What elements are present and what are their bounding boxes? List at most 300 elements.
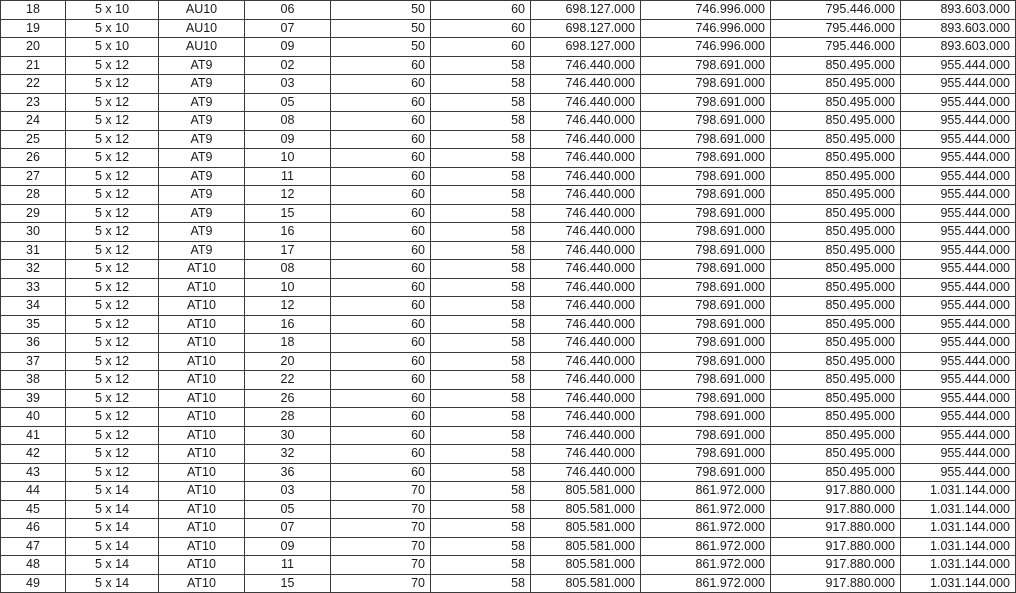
block-cell: AT9 [159, 186, 245, 205]
block-cell: AT10 [159, 334, 245, 353]
price-2-cell: 861.972.000 [641, 537, 771, 556]
price-2-cell: 798.691.000 [641, 352, 771, 371]
unit-cell: 32 [245, 445, 331, 464]
width-cell: 60 [431, 38, 531, 57]
price-4-cell: 955.444.000 [901, 297, 1016, 316]
price-3-cell: 850.495.000 [771, 278, 901, 297]
unit-cell: 17 [245, 241, 331, 260]
price-4-cell: 955.444.000 [901, 389, 1016, 408]
block-cell: AU10 [159, 1, 245, 20]
width-cell: 58 [431, 223, 531, 242]
row-number-cell: 39 [1, 389, 66, 408]
price-3-cell: 850.495.000 [771, 408, 901, 427]
row-number-cell: 26 [1, 149, 66, 168]
unit-cell: 16 [245, 315, 331, 334]
price-4-cell: 1.031.144.000 [901, 482, 1016, 501]
price-2-cell: 798.691.000 [641, 223, 771, 242]
price-4-cell: 1.031.144.000 [901, 537, 1016, 556]
length-cell: 60 [331, 186, 431, 205]
size-cell: 5 x 12 [66, 241, 159, 260]
price-4-cell: 955.444.000 [901, 112, 1016, 131]
price-1-cell: 746.440.000 [531, 56, 641, 75]
width-cell: 58 [431, 315, 531, 334]
price-1-cell: 746.440.000 [531, 260, 641, 279]
length-cell: 70 [331, 519, 431, 538]
block-cell: AT10 [159, 574, 245, 593]
size-cell: 5 x 12 [66, 130, 159, 149]
table-row [1, 426, 1016, 445]
price-2-cell: 798.691.000 [641, 149, 771, 168]
block-cell: AT10 [159, 371, 245, 390]
price-2-cell: 798.691.000 [641, 241, 771, 260]
price-2-cell: 746.996.000 [641, 19, 771, 38]
unit-cell: 22 [245, 371, 331, 390]
row-number-cell: 43 [1, 463, 66, 482]
width-cell: 58 [431, 167, 531, 186]
table-row [1, 130, 1016, 149]
price-4-cell: 893.603.000 [901, 19, 1016, 38]
size-cell: 5 x 12 [66, 352, 159, 371]
size-cell: 5 x 12 [66, 315, 159, 334]
row-number-cell: 49 [1, 574, 66, 593]
row-number-cell: 37 [1, 352, 66, 371]
price-3-cell: 795.446.000 [771, 19, 901, 38]
row-number-cell: 38 [1, 371, 66, 390]
table-row [1, 167, 1016, 186]
price-4-cell: 893.603.000 [901, 38, 1016, 57]
length-cell: 60 [331, 93, 431, 112]
price-2-cell: 798.691.000 [641, 56, 771, 75]
width-cell: 58 [431, 445, 531, 464]
price-2-cell: 798.691.000 [641, 389, 771, 408]
unit-cell: 20 [245, 352, 331, 371]
length-cell: 60 [331, 315, 431, 334]
price-3-cell: 850.495.000 [771, 223, 901, 242]
row-number-cell: 18 [1, 1, 66, 20]
size-cell: 5 x 12 [66, 93, 159, 112]
table-row [1, 241, 1016, 260]
price-2-cell: 798.691.000 [641, 112, 771, 131]
block-cell: AT10 [159, 445, 245, 464]
size-cell: 5 x 12 [66, 408, 159, 427]
block-cell: AT9 [159, 241, 245, 260]
table-row [1, 75, 1016, 94]
row-number-cell: 28 [1, 186, 66, 205]
row-number-cell: 20 [1, 38, 66, 57]
price-4-cell: 955.444.000 [901, 167, 1016, 186]
width-cell: 60 [431, 1, 531, 20]
price-2-cell: 798.691.000 [641, 204, 771, 223]
block-cell: AT10 [159, 537, 245, 556]
price-1-cell: 805.581.000 [531, 556, 641, 575]
size-cell: 5 x 12 [66, 426, 159, 445]
width-cell: 58 [431, 537, 531, 556]
table-row [1, 352, 1016, 371]
table-row [1, 38, 1016, 57]
table-row [1, 389, 1016, 408]
price-1-cell: 746.440.000 [531, 352, 641, 371]
width-cell: 60 [431, 19, 531, 38]
price-2-cell: 798.691.000 [641, 75, 771, 94]
size-cell: 5 x 12 [66, 389, 159, 408]
length-cell: 60 [331, 445, 431, 464]
length-cell: 50 [331, 38, 431, 57]
width-cell: 58 [431, 75, 531, 94]
size-cell: 5 x 12 [66, 278, 159, 297]
price-4-cell: 955.444.000 [901, 463, 1016, 482]
length-cell: 60 [331, 297, 431, 316]
size-cell: 5 x 12 [66, 334, 159, 353]
table-row [1, 408, 1016, 427]
price-1-cell: 746.440.000 [531, 93, 641, 112]
table-row [1, 463, 1016, 482]
length-cell: 60 [331, 112, 431, 131]
unit-cell: 15 [245, 574, 331, 593]
price-3-cell: 850.495.000 [771, 297, 901, 316]
block-cell: AT10 [159, 426, 245, 445]
block-cell: AT9 [159, 75, 245, 94]
price-2-cell: 798.691.000 [641, 130, 771, 149]
unit-cell: 15 [245, 204, 331, 223]
length-cell: 70 [331, 537, 431, 556]
table-row [1, 56, 1016, 75]
width-cell: 58 [431, 463, 531, 482]
price-1-cell: 805.581.000 [531, 519, 641, 538]
price-4-cell: 955.444.000 [901, 408, 1016, 427]
row-number-cell: 33 [1, 278, 66, 297]
price-1-cell: 746.440.000 [531, 389, 641, 408]
length-cell: 60 [331, 149, 431, 168]
price-4-cell: 1.031.144.000 [901, 574, 1016, 593]
table-row [1, 537, 1016, 556]
table-row [1, 297, 1016, 316]
unit-cell: 02 [245, 56, 331, 75]
width-cell: 58 [431, 93, 531, 112]
price-3-cell: 850.495.000 [771, 445, 901, 464]
block-cell: AT10 [159, 408, 245, 427]
price-2-cell: 798.691.000 [641, 463, 771, 482]
width-cell: 58 [431, 334, 531, 353]
size-cell: 5 x 12 [66, 223, 159, 242]
length-cell: 60 [331, 75, 431, 94]
price-1-cell: 746.440.000 [531, 204, 641, 223]
price-4-cell: 955.444.000 [901, 241, 1016, 260]
block-cell: AU10 [159, 19, 245, 38]
table-row [1, 223, 1016, 242]
block-cell: AT10 [159, 463, 245, 482]
table-row [1, 482, 1016, 501]
price-3-cell: 850.495.000 [771, 371, 901, 390]
row-number-cell: 29 [1, 204, 66, 223]
width-cell: 58 [431, 482, 531, 501]
unit-cell: 07 [245, 19, 331, 38]
price-4-cell: 955.444.000 [901, 352, 1016, 371]
size-cell: 5 x 14 [66, 482, 159, 501]
block-cell: AT9 [159, 93, 245, 112]
block-cell: AT10 [159, 352, 245, 371]
price-3-cell: 850.495.000 [771, 426, 901, 445]
unit-cell: 08 [245, 112, 331, 131]
block-cell: AT10 [159, 556, 245, 575]
length-cell: 50 [331, 19, 431, 38]
length-cell: 60 [331, 389, 431, 408]
length-cell: 60 [331, 204, 431, 223]
price-3-cell: 850.495.000 [771, 186, 901, 205]
price-2-cell: 798.691.000 [641, 297, 771, 316]
price-3-cell: 850.495.000 [771, 389, 901, 408]
table-row [1, 19, 1016, 38]
row-number-cell: 35 [1, 315, 66, 334]
price-3-cell: 917.880.000 [771, 537, 901, 556]
table-row [1, 149, 1016, 168]
row-number-cell: 44 [1, 482, 66, 501]
size-cell: 5 x 10 [66, 19, 159, 38]
price-3-cell: 795.446.000 [771, 1, 901, 20]
block-cell: AT9 [159, 130, 245, 149]
price-1-cell: 746.440.000 [531, 334, 641, 353]
length-cell: 60 [331, 463, 431, 482]
row-number-cell: 42 [1, 445, 66, 464]
width-cell: 58 [431, 426, 531, 445]
table-row [1, 500, 1016, 519]
unit-cell: 03 [245, 482, 331, 501]
length-cell: 60 [331, 371, 431, 390]
size-cell: 5 x 14 [66, 500, 159, 519]
width-cell: 58 [431, 519, 531, 538]
row-number-cell: 46 [1, 519, 66, 538]
price-2-cell: 861.972.000 [641, 519, 771, 538]
unit-cell: 05 [245, 93, 331, 112]
row-number-cell: 36 [1, 334, 66, 353]
width-cell: 58 [431, 371, 531, 390]
length-cell: 60 [331, 426, 431, 445]
price-4-cell: 1.031.144.000 [901, 500, 1016, 519]
block-cell: AT10 [159, 260, 245, 279]
price-1-cell: 746.440.000 [531, 112, 641, 131]
price-2-cell: 798.691.000 [641, 315, 771, 334]
length-cell: 70 [331, 482, 431, 501]
block-cell: AT9 [159, 112, 245, 131]
block-cell: AT10 [159, 315, 245, 334]
row-number-cell: 40 [1, 408, 66, 427]
price-3-cell: 850.495.000 [771, 149, 901, 168]
table-row [1, 574, 1016, 593]
width-cell: 58 [431, 112, 531, 131]
price-4-cell: 955.444.000 [901, 186, 1016, 205]
price-1-cell: 746.440.000 [531, 167, 641, 186]
size-cell: 5 x 12 [66, 204, 159, 223]
length-cell: 60 [331, 241, 431, 260]
price-4-cell: 1.031.144.000 [901, 519, 1016, 538]
price-1-cell: 746.440.000 [531, 186, 641, 205]
price-3-cell: 850.495.000 [771, 75, 901, 94]
length-cell: 50 [331, 1, 431, 20]
price-2-cell: 798.691.000 [641, 408, 771, 427]
unit-cell: 18 [245, 334, 331, 353]
size-cell: 5 x 14 [66, 519, 159, 538]
price-2-cell: 746.996.000 [641, 1, 771, 20]
price-3-cell: 850.495.000 [771, 334, 901, 353]
width-cell: 58 [431, 186, 531, 205]
length-cell: 60 [331, 352, 431, 371]
price-2-cell: 798.691.000 [641, 371, 771, 390]
block-cell: AT10 [159, 389, 245, 408]
price-3-cell: 917.880.000 [771, 556, 901, 575]
size-cell: 5 x 12 [66, 445, 159, 464]
price-2-cell: 798.691.000 [641, 445, 771, 464]
unit-cell: 07 [245, 519, 331, 538]
price-4-cell: 955.444.000 [901, 149, 1016, 168]
price-2-cell: 861.972.000 [641, 500, 771, 519]
price-3-cell: 917.880.000 [771, 519, 901, 538]
price-4-cell: 955.444.000 [901, 371, 1016, 390]
table-row [1, 1, 1016, 20]
block-cell: AT10 [159, 500, 245, 519]
price-3-cell: 850.495.000 [771, 167, 901, 186]
price-3-cell: 850.495.000 [771, 130, 901, 149]
length-cell: 60 [331, 260, 431, 279]
unit-cell: 11 [245, 556, 331, 575]
width-cell: 58 [431, 204, 531, 223]
unit-cell: 03 [245, 75, 331, 94]
width-cell: 58 [431, 278, 531, 297]
price-2-cell: 861.972.000 [641, 574, 771, 593]
block-cell: AU10 [159, 38, 245, 57]
size-cell: 5 x 12 [66, 297, 159, 316]
width-cell: 58 [431, 574, 531, 593]
price-4-cell: 955.444.000 [901, 334, 1016, 353]
price-3-cell: 795.446.000 [771, 38, 901, 57]
unit-cell: 30 [245, 426, 331, 445]
width-cell: 58 [431, 408, 531, 427]
table-row [1, 334, 1016, 353]
length-cell: 70 [331, 574, 431, 593]
price-1-cell: 746.440.000 [531, 223, 641, 242]
price-4-cell: 955.444.000 [901, 426, 1016, 445]
size-cell: 5 x 14 [66, 537, 159, 556]
price-3-cell: 850.495.000 [771, 315, 901, 334]
size-cell: 5 x 12 [66, 56, 159, 75]
row-number-cell: 30 [1, 223, 66, 242]
price-1-cell: 805.581.000 [531, 482, 641, 501]
size-cell: 5 x 12 [66, 112, 159, 131]
price-4-cell: 955.444.000 [901, 260, 1016, 279]
price-1-cell: 746.440.000 [531, 241, 641, 260]
price-4-cell: 955.444.000 [901, 75, 1016, 94]
price-4-cell: 955.444.000 [901, 204, 1016, 223]
price-4-cell: 955.444.000 [901, 278, 1016, 297]
row-number-cell: 48 [1, 556, 66, 575]
size-cell: 5 x 12 [66, 186, 159, 205]
price-2-cell: 798.691.000 [641, 167, 771, 186]
size-cell: 5 x 14 [66, 574, 159, 593]
unit-cell: 08 [245, 260, 331, 279]
unit-cell: 11 [245, 167, 331, 186]
width-cell: 58 [431, 56, 531, 75]
price-2-cell: 798.691.000 [641, 426, 771, 445]
row-number-cell: 47 [1, 537, 66, 556]
row-number-cell: 19 [1, 19, 66, 38]
table-row [1, 260, 1016, 279]
width-cell: 58 [431, 352, 531, 371]
price-2-cell: 798.691.000 [641, 186, 771, 205]
row-number-cell: 21 [1, 56, 66, 75]
price-4-cell: 955.444.000 [901, 315, 1016, 334]
row-number-cell: 24 [1, 112, 66, 131]
length-cell: 60 [331, 223, 431, 242]
unit-cell: 05 [245, 500, 331, 519]
table-row [1, 93, 1016, 112]
width-cell: 58 [431, 297, 531, 316]
row-number-cell: 31 [1, 241, 66, 260]
price-3-cell: 850.495.000 [771, 241, 901, 260]
unit-cell: 06 [245, 1, 331, 20]
length-cell: 60 [331, 130, 431, 149]
block-cell: AT10 [159, 519, 245, 538]
price-4-cell: 955.444.000 [901, 445, 1016, 464]
row-number-cell: 23 [1, 93, 66, 112]
price-1-cell: 746.440.000 [531, 278, 641, 297]
size-cell: 5 x 12 [66, 371, 159, 390]
price-3-cell: 850.495.000 [771, 204, 901, 223]
size-cell: 5 x 12 [66, 149, 159, 168]
price-1-cell: 698.127.000 [531, 19, 641, 38]
price-1-cell: 746.440.000 [531, 75, 641, 94]
table-row [1, 315, 1016, 334]
width-cell: 58 [431, 389, 531, 408]
table-row [1, 278, 1016, 297]
table-row [1, 371, 1016, 390]
row-number-cell: 45 [1, 500, 66, 519]
width-cell: 58 [431, 241, 531, 260]
unit-cell: 09 [245, 537, 331, 556]
price-1-cell: 746.440.000 [531, 371, 641, 390]
size-cell: 5 x 12 [66, 463, 159, 482]
width-cell: 58 [431, 556, 531, 575]
unit-cell: 36 [245, 463, 331, 482]
price-1-cell: 746.440.000 [531, 149, 641, 168]
price-2-cell: 861.972.000 [641, 482, 771, 501]
price-3-cell: 917.880.000 [771, 500, 901, 519]
price-1-cell: 698.127.000 [531, 1, 641, 20]
price-1-cell: 746.440.000 [531, 463, 641, 482]
price-4-cell: 955.444.000 [901, 56, 1016, 75]
price-1-cell: 746.440.000 [531, 130, 641, 149]
price-4-cell: 955.444.000 [901, 223, 1016, 242]
price-1-cell: 805.581.000 [531, 537, 641, 556]
price-3-cell: 917.880.000 [771, 574, 901, 593]
price-2-cell: 861.972.000 [641, 556, 771, 575]
block-cell: AT9 [159, 149, 245, 168]
length-cell: 60 [331, 167, 431, 186]
width-cell: 58 [431, 130, 531, 149]
unit-cell: 16 [245, 223, 331, 242]
unit-cell: 10 [245, 149, 331, 168]
block-cell: AT9 [159, 223, 245, 242]
block-cell: AT10 [159, 482, 245, 501]
table-row [1, 186, 1016, 205]
price-3-cell: 850.495.000 [771, 352, 901, 371]
table-body [1, 1, 1016, 593]
price-3-cell: 850.495.000 [771, 112, 901, 131]
unit-cell: 09 [245, 38, 331, 57]
table-row [1, 556, 1016, 575]
price-4-cell: 955.444.000 [901, 93, 1016, 112]
size-cell: 5 x 12 [66, 167, 159, 186]
price-4-cell: 1.031.144.000 [901, 556, 1016, 575]
row-number-cell: 34 [1, 297, 66, 316]
price-1-cell: 805.581.000 [531, 574, 641, 593]
